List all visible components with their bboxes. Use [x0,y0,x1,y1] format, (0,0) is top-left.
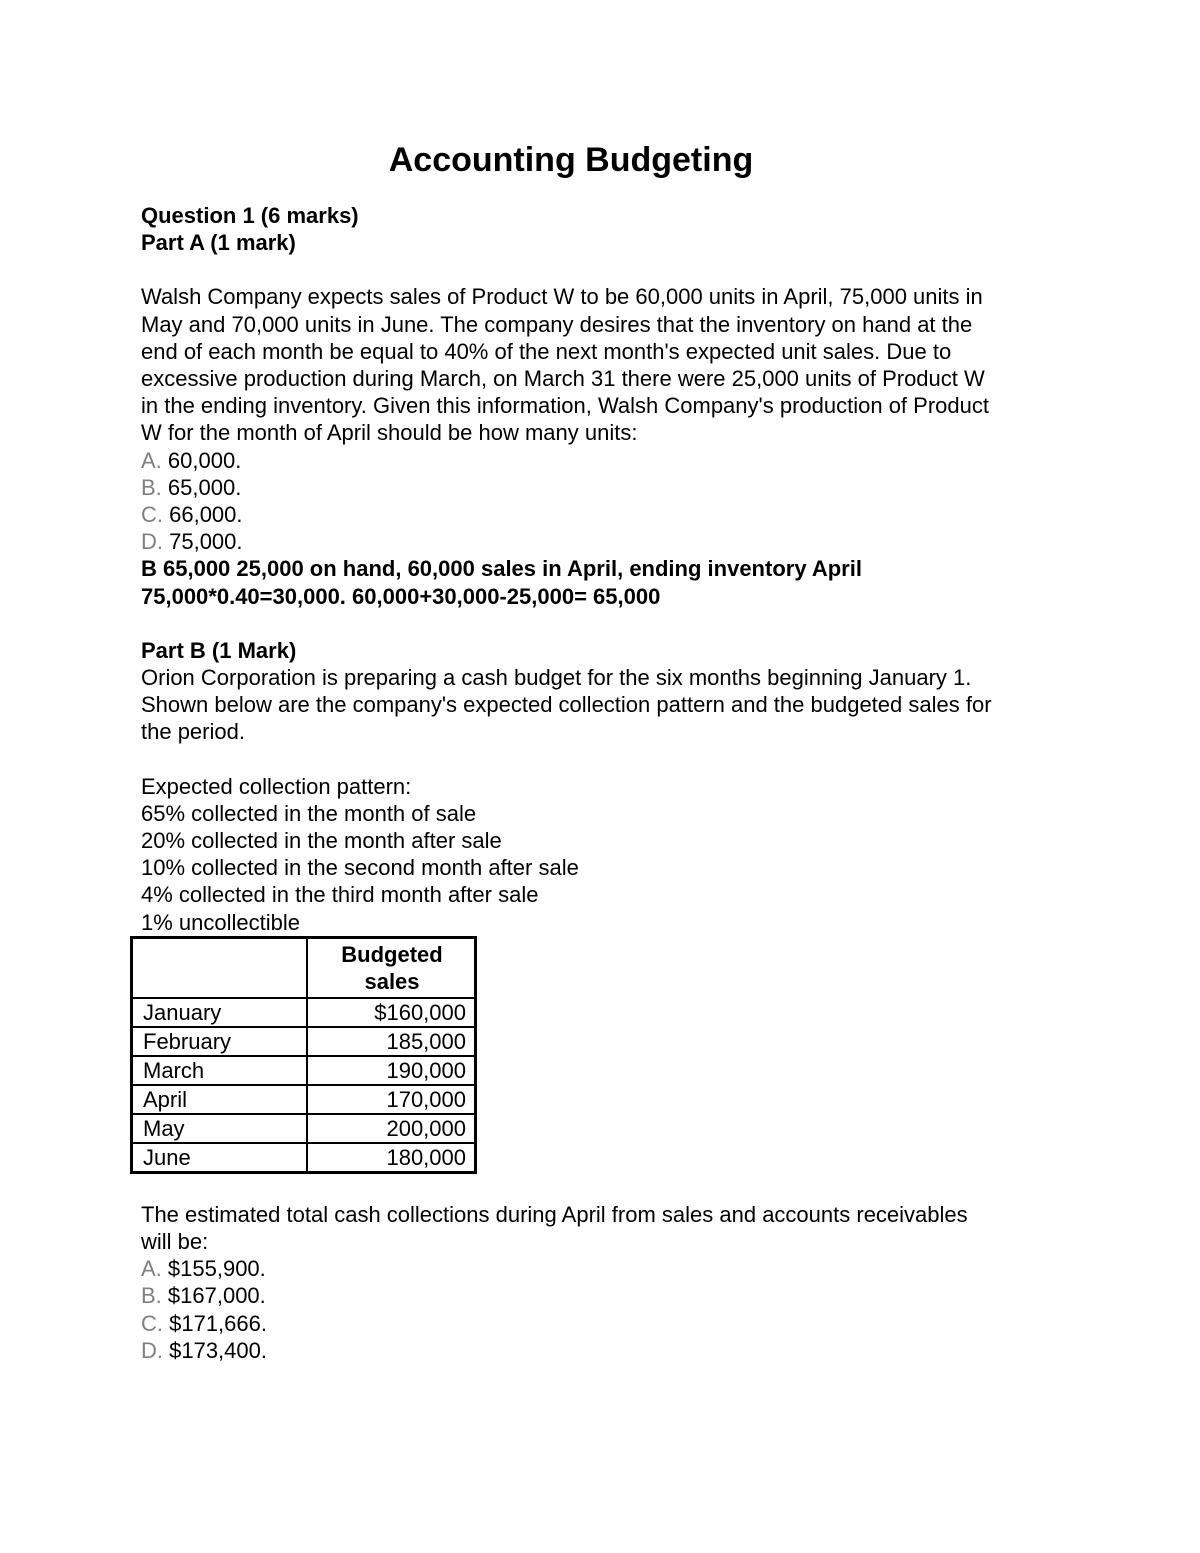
option-letter: A. [141,1256,162,1282]
table-header-budgeted-sales [307,937,476,998]
option-d [141,1337,1071,1364]
sales-cell: $160,000 [307,998,476,1027]
header-line: Budgeted [341,941,443,967]
text-line: May and 70,000 units in June. The company desires that the inventory on hand at the [141,311,973,337]
collection-pattern [141,773,1071,936]
option-text: $155,900. [161,1256,266,1282]
budgeted-sales-table [130,936,477,1174]
option-letter: D. [141,1337,163,1363]
table-row [132,1143,476,1173]
text-line: in the ending inventory. Given this information, Walsh Company's production of Product [141,393,989,419]
option-text: $167,000. [161,1283,266,1309]
option-c [141,1310,1071,1337]
pattern-line: Expected collection pattern: [141,773,412,799]
spacer [141,1174,1071,1201]
month-cell: April [132,1085,308,1114]
document-page [141,140,1071,1364]
option-d [141,528,1071,555]
option-c [141,501,1071,528]
header-line: sales [364,968,420,994]
table-row [132,1056,476,1085]
option-b [141,474,1071,501]
month-cell: January [132,998,308,1027]
pattern-line: 1% uncollectible [141,909,300,935]
text-line: Shown below are the company's expected collection pattern and the budgeted sales for [141,692,992,718]
spacer [141,610,1071,637]
option-a [141,447,1071,474]
text-line: W for the month of April should be how many units: [141,420,638,446]
sales-cell: 180,000 [307,1143,476,1173]
option-a [141,1255,1071,1282]
option-letter: D. [141,529,163,555]
document-title: Accounting Budgeting [388,141,754,179]
text-line: will be: [141,1229,209,1255]
text-line: Walsh Company expects sales of Product W to be 60,000 units in April, 75,000 units in [141,284,983,310]
part-b-intro-text [141,664,1071,746]
option-text: $171,666. [163,1310,267,1336]
option-letter: B. [141,1283,162,1309]
text-line: excessive production during March, on March 31 there were 25,000 units of Product W [141,366,985,392]
option-letter: C. [141,502,163,528]
table-row [132,1027,476,1056]
part-a-question-text [141,283,1071,446]
text-line: end of each month be equal to 40% of the next month's expected unit sales. Due to [141,338,952,364]
table-header-row [132,937,476,998]
option-letter: C. [141,1310,163,1336]
month-cell: March [132,1056,308,1085]
part-b-heading: Part B (1 Mark) [141,637,297,663]
month-cell: February [132,1027,308,1056]
part-b-options [141,1255,1071,1364]
sales-cell: 170,000 [307,1085,476,1114]
text-line: the period. [141,719,245,745]
part-a-answer [141,555,1071,609]
pattern-line: 20% collected in the month after sale [141,828,502,854]
option-text: 60,000. [161,447,242,473]
pattern-line: 10% collected in the second month after sale [141,855,579,881]
sales-cell: 200,000 [307,1114,476,1143]
part-b-question-text [141,1201,1071,1255]
sales-cell: 190,000 [307,1056,476,1085]
pattern-line: 4% collected in the third month after sale [141,882,539,908]
pattern-line: 65% collected in the month of sale [141,800,477,826]
option-text: 75,000. [163,529,243,555]
option-text: 66,000. [163,502,243,528]
question-heading: Question 1 (6 marks) [141,203,359,228]
option-text: 65,000. [161,474,242,500]
option-text: $173,400. [163,1337,267,1363]
option-letter: B. [141,474,162,500]
table-row [132,1085,476,1114]
spacer [141,256,1071,283]
part-a-options [141,447,1071,556]
sales-cell: 185,000 [307,1027,476,1056]
answer-line: B 65,000 25,000 on hand, 60,000 sales in April, ending inventory April [141,556,862,582]
month-cell: June [132,1143,308,1173]
month-cell: May [132,1114,308,1143]
option-letter: A. [141,447,162,473]
option-b [141,1282,1071,1309]
table-corner-cell [132,937,308,998]
text-line: Orion Corporation is preparing a cash budget for the six months beginning January 1. [141,665,972,691]
spacer [141,746,1071,773]
text-line: The estimated total cash collections during April from sales and accounts receivables [141,1201,968,1227]
answer-line: 75,000*0.40=30,000. 60,000+30,000-25,000= 65,000 [141,583,661,609]
table-row [132,998,476,1027]
part-a-heading: Part A (1 mark) [141,230,296,256]
table-row [132,1114,476,1143]
